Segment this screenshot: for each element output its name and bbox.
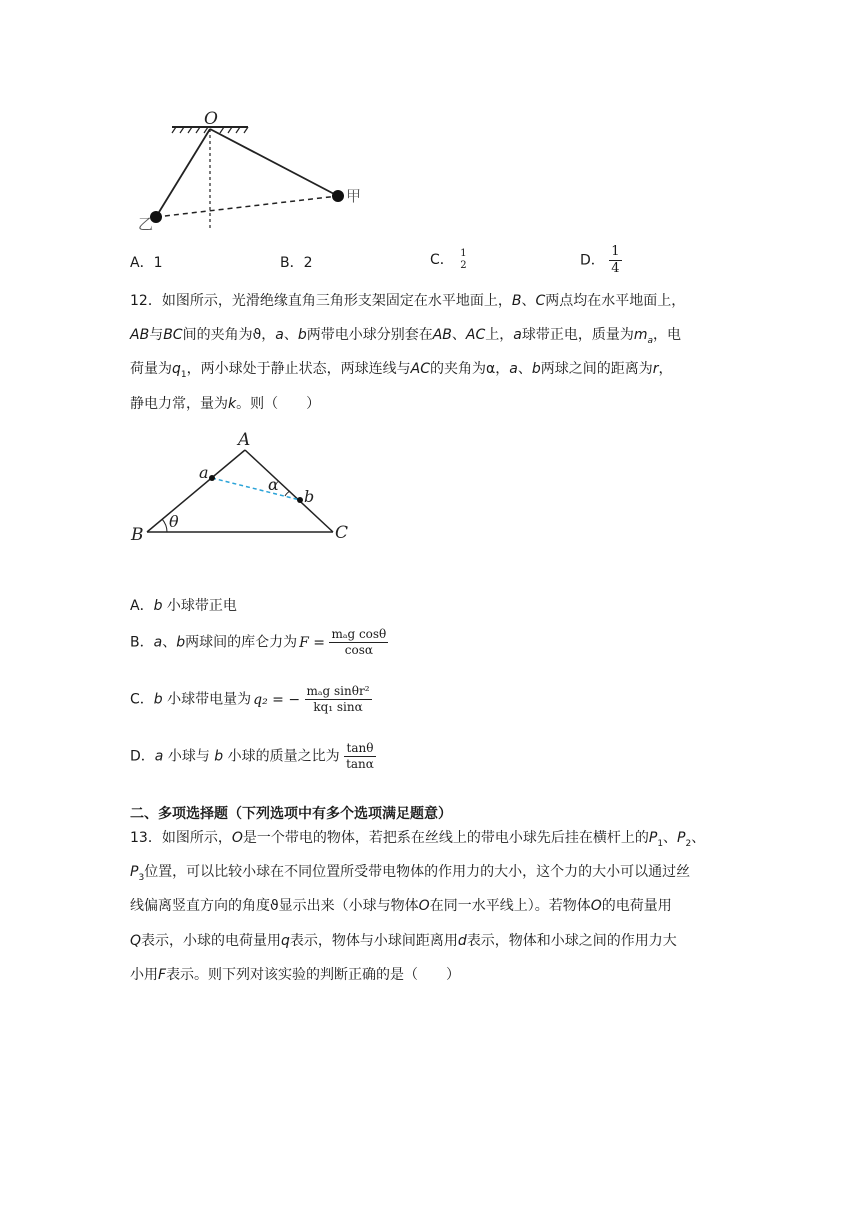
q11-option-a: A．1	[130, 255, 163, 271]
label-o: O	[204, 109, 218, 129]
q13-line-1: 13．如图所示，O是一个带电的物体，若把系在丝线上的带电小球先后挂在横杆上的$P_1$、$P_2$、	[130, 830, 706, 849]
label-C: C	[335, 523, 349, 543]
q12-option-a: A．b 小球带正电	[130, 598, 237, 614]
q12-line-1: 12．如图所示，光滑绝缘直角三角形支架固定在水平地面上，B、C两点均在水平地面上，	[130, 293, 686, 309]
label-theta: θ	[169, 512, 179, 531]
q12-line-3: 荷量为$q_1$，两小球处于静止状态，两球连线与AC的夹角为α，a、b两球之间的距离为r，	[130, 361, 673, 380]
label-B: B	[131, 525, 144, 545]
q13-line-3: 线偏离竖直方向的角度ϑ显示出来（小球与物体O在同一水平线上）。若物体O的电荷量用	[130, 898, 672, 914]
q11-option-b: B．2	[280, 255, 313, 271]
section-2-heading: 二、多项选择题（下列选项中有多个选项满足题意）	[130, 806, 452, 822]
q13-line-2: $P_3$位置，可以比较小球在不同位置所受带电物体的作用力的大小，这个力的大小可以通过丝	[130, 864, 691, 883]
q12-option-b: B．a、b两球间的库仑力为 F = $\frac{\text{mₐg cosθ}}{\cos\alpha}$	[130, 627, 387, 657]
label-a: a	[199, 463, 209, 482]
pendulum-figure	[140, 105, 380, 235]
q12-line-2: AB与BC间的夹角为ϑ，a、b两带电小球分别套在AB、AC上，a球带正电，质量为$m_a$，电	[130, 327, 682, 346]
q12-option-c: C．b 小球带电量为 q₂ = − $\frac{\text{mₐg sinθr²}}{\text{kq₁ sinα}}$	[130, 684, 370, 714]
ball-b	[297, 497, 303, 503]
label-A: A	[238, 430, 251, 450]
q12-option-d: D．a 小球与 b 小球的质量之比为 $\frac{\tan\theta}{\tan\alpha}$	[130, 741, 374, 771]
q11-option-d: D． $\frac{1}{4}$	[580, 244, 620, 276]
q13-line-4: Q表示，小球的电荷量用q表示，物体与小球间距离用d表示，物体和小球之间的作用力大	[130, 933, 677, 949]
q12-line-4: 静电力常，量为k。则（ ）	[130, 396, 321, 412]
ball-a	[209, 475, 215, 481]
label-jia: 甲	[346, 187, 362, 205]
label-b: b	[304, 487, 315, 506]
q13-line-5: 小用F表示。则下列对该实验的判断正确的是（ ）	[130, 967, 461, 983]
ball-jia	[332, 190, 344, 202]
label-alpha: α	[268, 475, 279, 494]
q11-option-c: C． 1 2	[430, 248, 467, 271]
triangle-figure	[125, 428, 365, 548]
label-yi: 乙	[138, 215, 154, 233]
